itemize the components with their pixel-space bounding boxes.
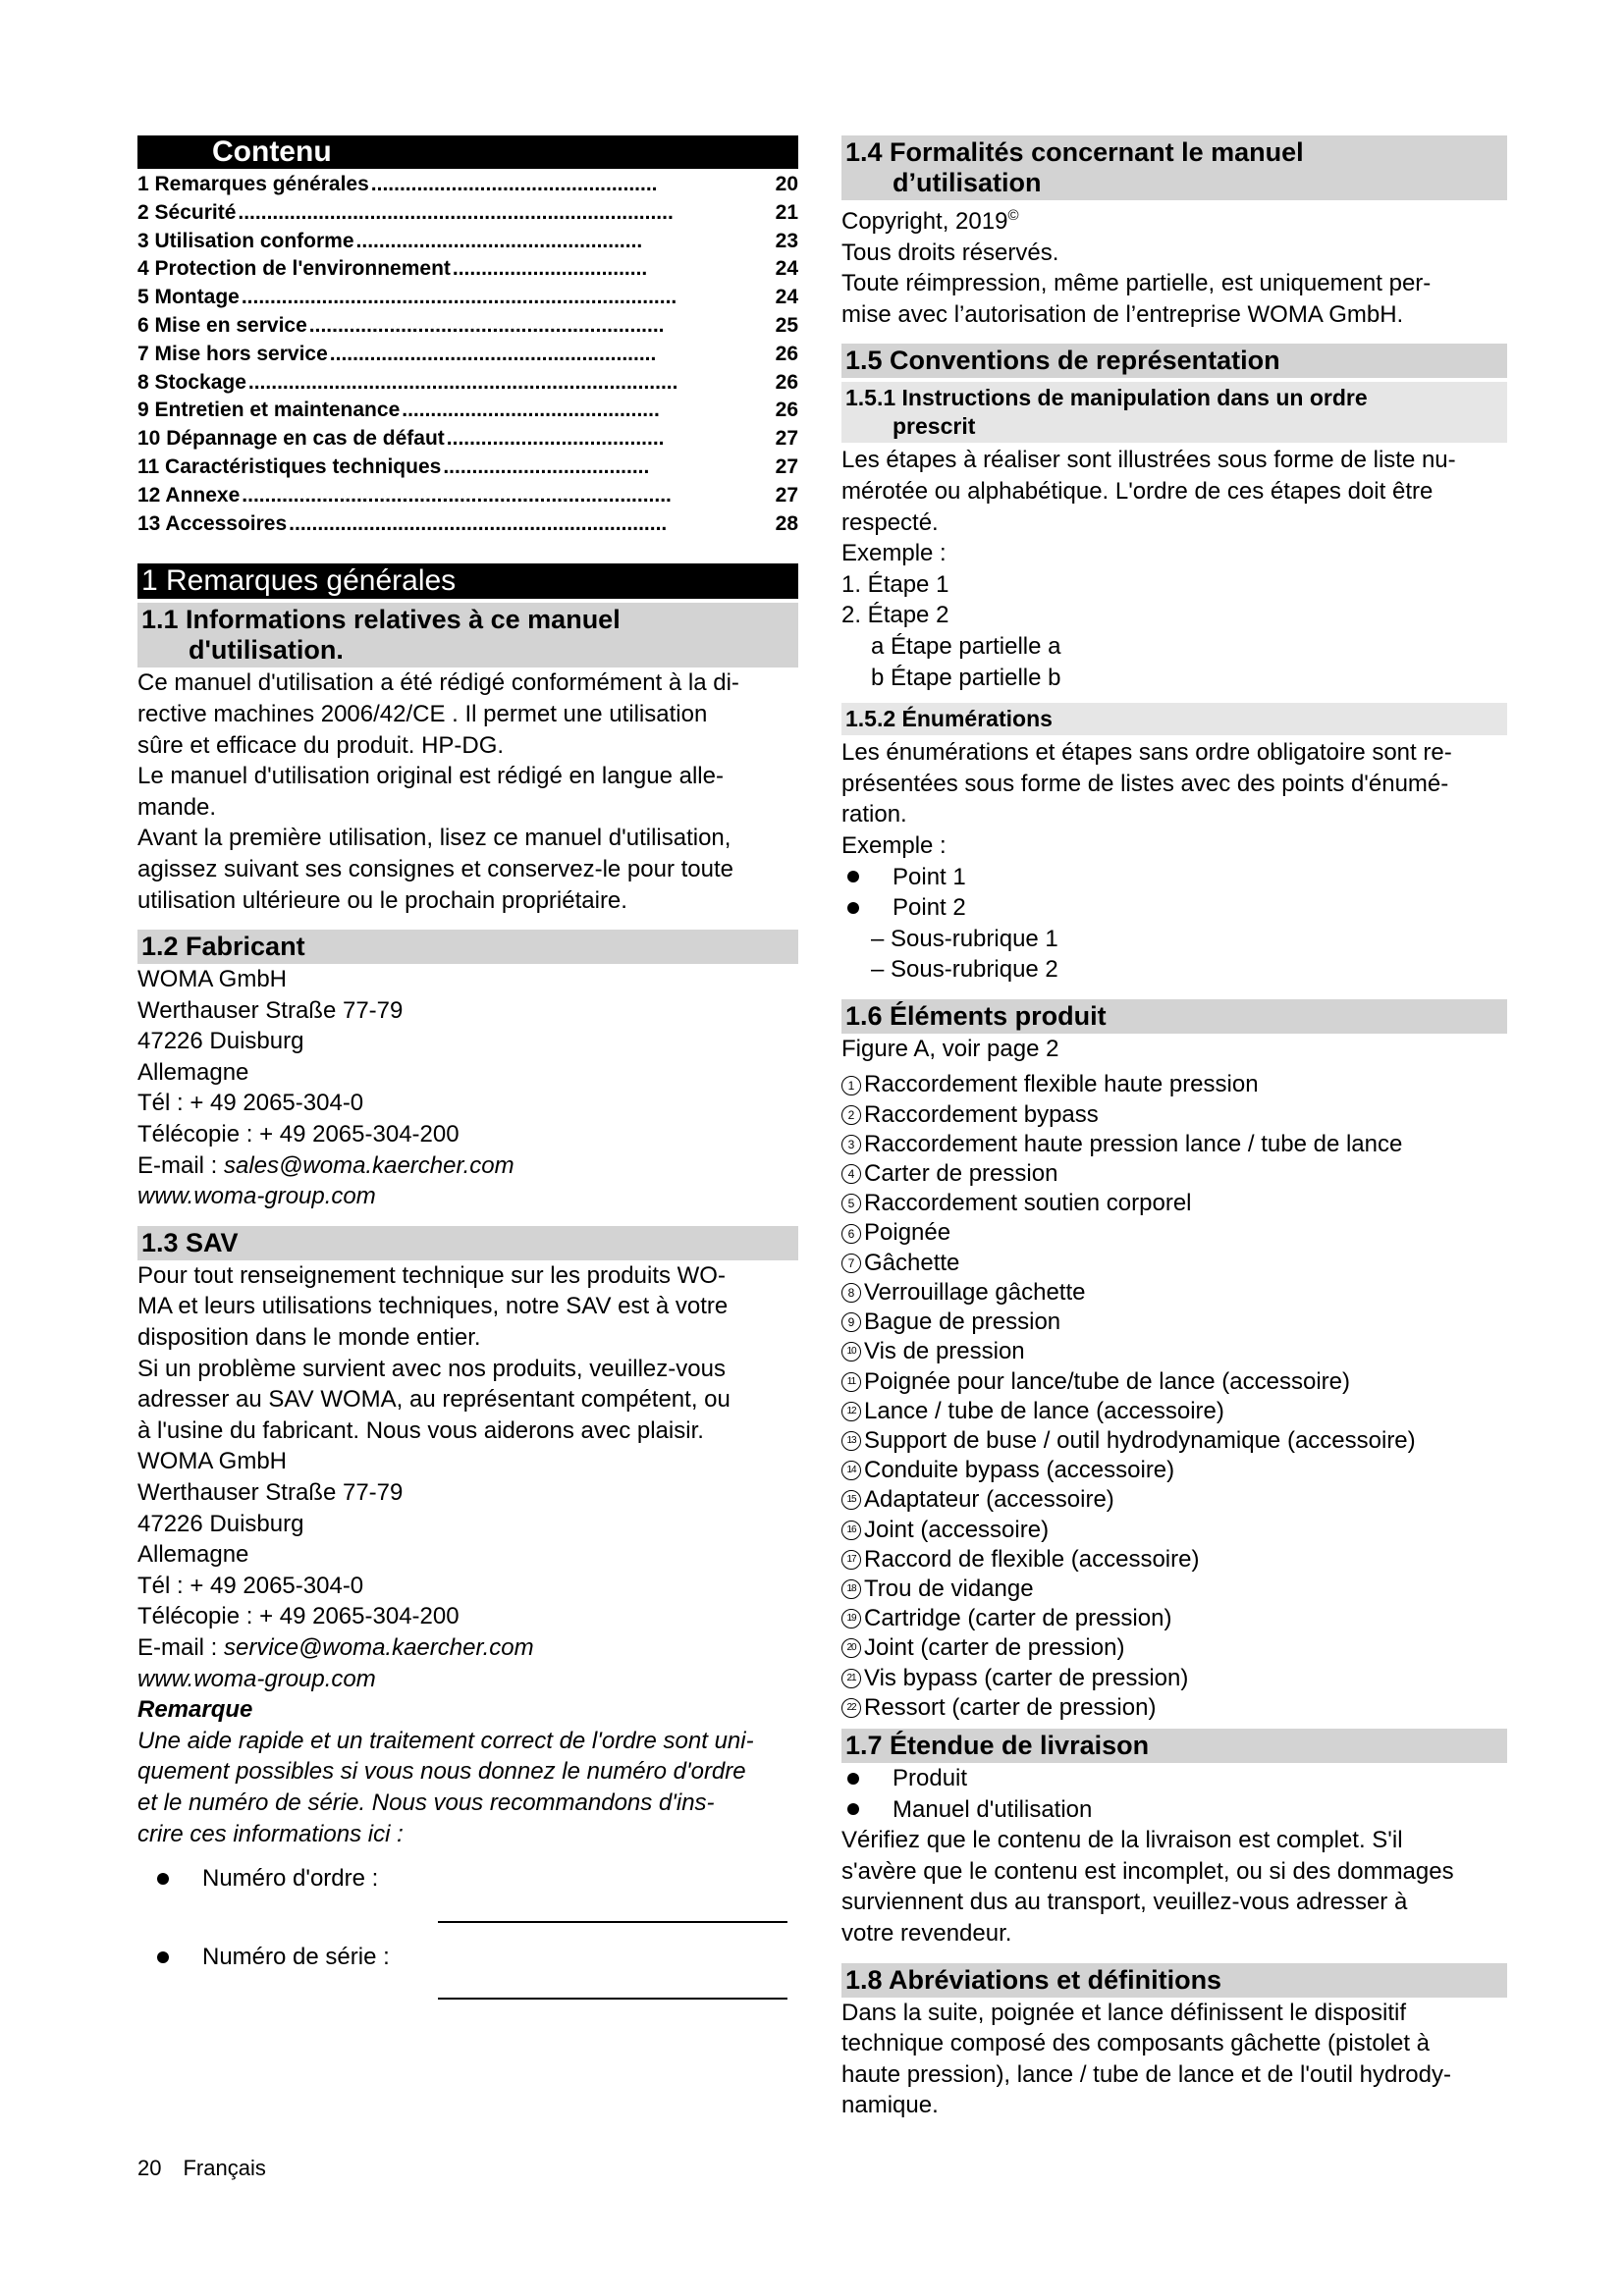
page-number: 20 [137,2156,162,2180]
list-item: 21 Vis bypass (carter de pression) [841,1664,1507,1693]
note-title: Remarque [137,1696,253,1724]
footer-language: Français [183,2156,266,2180]
list-item: Manuel d'utilisation [841,1794,1507,1826]
list-item: 7 Gâchette [841,1249,1507,1278]
list-item: 13 Support de buse / outil hydrodynamique (accessoire) [841,1426,1507,1456]
list-item: 14 Conduite bypass (accessoire) [841,1456,1507,1485]
section-1-5-heading: 1.5 Conventions de représentation [841,344,1507,378]
email-link[interactable]: sales@woma.kaercher.com [224,1151,514,1179]
number-circle-icon: 12 [841,1402,861,1421]
list-item: 2 Raccordement bypass [841,1100,1507,1130]
toc-item[interactable]: 10 Dépannage en cas de défaut ...................................... 27 [137,427,798,451]
number-circle-icon: 3 [841,1135,861,1154]
list-item: 15 Adaptateur (accessoire) [841,1485,1507,1515]
toc-item[interactable]: 5 Montage ............................................................................ 24 [137,286,798,309]
product-elements-list [841,1070,1507,1722]
toc-list [137,171,798,538]
list-item: 12 Lance / tube de lance (accessoire) [841,1397,1507,1426]
toc-item[interactable]: 9 Entretien et maintenance ............................................. 26 [137,399,798,422]
number-circle-icon: 19 [841,1609,861,1629]
section-1-4-heading: 1.4 Formalités concernant le manuel d’utilisation [841,135,1507,200]
list-item: 1 Raccordement flexible haute pression [841,1070,1507,1099]
number-circle-icon: 6 [841,1224,861,1244]
section-1-8-body: Dans la suite, poignée et lance définissent le dispositif technique composé des composants gâchette (pistolet à haute pression), lance / tube de lance et de l'outil hydrody- namique. [841,1999,1451,2119]
number-circle-icon: 18 [841,1579,861,1599]
list-item: 18 Trou de vidange [841,1575,1507,1604]
email-link[interactable]: service@woma.kaercher.com [224,1633,534,1661]
section-1-8-heading: 1.8 Abréviations et définitions [841,1963,1507,1998]
list-item: Point 1 [841,862,1507,893]
number-circle-icon: 8 [841,1283,861,1303]
section-1-5-1-heading: 1.5.1 Instructions de manipulation dans un ordre prescrit [841,382,1507,443]
bullet-icon [157,1951,169,1963]
website-link[interactable]: www.woma-group.com [137,1665,376,1692]
toc-item[interactable]: 2 Sécurité ............................................................................ 21 [137,200,798,224]
section-1-7-body: Produit Manuel d'utilisation Vérifiez que le contenu de la livraison est complet. S'il s'avère que le contenu est incomplet, ou si des dommages surviennent dus au transport, veuillez-vous adresser à votre revendeur. [841,1763,1507,1949]
number-circle-icon: 1 [841,1076,861,1095]
section-1-4-body: Copyright, 2019© Tous droits réservés. Toute réimpression, même partielle, est uniquement per- mise avec l’autorisation de l’entreprise WOMA GmbH. [841,207,1432,328]
number-circle-icon: 4 [841,1164,861,1184]
section-1-2-heading: 1.2 Fabricant [137,930,798,964]
toc-title: Contenu [137,135,798,169]
number-circle-icon: 22 [841,1698,861,1718]
list-item: 17 Raccord de flexible (accessoire) [841,1545,1507,1575]
right-column [841,135,1507,2121]
figure-reference: Figure A, voir page 2 [841,1035,1059,1062]
number-circle-icon: 5 [841,1194,861,1213]
list-item: 10 Vis de pression [841,1337,1507,1366]
toc-item[interactable]: 7 Mise hors service ......................................................... 26 [137,342,798,365]
bullet-icon [847,1773,859,1785]
number-circle-icon: 11 [841,1372,861,1392]
manufacturer-address: WOMA GmbH Werthauser Straße 77-79 47226 Duisburg Allemagne Tél : + 49 2065-304-0 Télécopie : + 49 2065-304-200 E-mail : sales@woma.kaercher.com www.woma-group.com [137,964,798,1212]
list-item: 4 Carter de pression [841,1159,1507,1189]
toc-item[interactable]: 12 Annexe ........................................................................... 27 [137,483,798,507]
section-1-3-body: Pour tout renseignement technique sur les produits WO- MA et leurs utilisations techniques, notre SAV est à votre disposition dans le monde entier. Si un problème survient avec nos produits, veuillez-vous adresser au SAV WOMA, au représentant compétent, ou à l'usine du fabricant. Nous vous aiderons avec plaisir. WOMA GmbH Werthauser Straße 77-79 47226 Duisburg Allemagne Tél : + 49 2065-304-0 Télécopie : + 49 2065-304-200 E-mail : service@woma.kaercher.com www.woma-group.com Remarque Une aide rapide et un traitement correct de l'ordre sont uni- quement possibles si vous nous donnez le numéro d'ordre et le numéro de série. Nous vous recommandons d'ins- crire ces informations ici : Numéro d'ordre : Numéro de série : [137,1260,798,2020]
toc-item[interactable]: 8 Stockage ........................................................................... 26 [137,370,798,394]
copyright-icon: © [1007,207,1019,224]
number-circle-icon: 15 [841,1490,861,1510]
section-1-5-1-body: Les étapes à réaliser sont illustrées sous forme de liste nu- mérotée ou alphabétique. L'ordre de ces étapes doit être respecté. Exemple : 1. Étape 1 2. Étape 2 a Étape partielle a b Étape partielle b [841,445,1507,693]
bullet-icon [847,871,859,882]
list-item: 22 Ressort (carter de pression) [841,1693,1507,1723]
list-item: 5 Raccordement soutien corporel [841,1189,1507,1218]
list-item: 6 Poignée [841,1218,1507,1248]
list-item: 9 Bague de pression [841,1308,1507,1337]
list-item: 2. Étape 2 [841,602,949,629]
number-circle-icon: 21 [841,1669,861,1688]
list-item: Produit [841,1763,1507,1794]
toc-item[interactable]: 4 Protection de l'environnement .................................. 24 [137,257,798,281]
section-1-1-body: Ce manuel d'utilisation a été rédigé conformément à la di- rective machines 2006/42/CE . Il permet une utilisation sûre et efficace du produit. HP-DG. Le manuel d'utilisation original est rédigé en langue alle- mande. Avant la première utilisation, lisez ce manuel d'utilisation, agissez suivant ses consignes et conservez-le pour toute utilisation ultérieure ou le prochain propriétaire. [137,669,739,914]
toc-item[interactable]: 3 Utilisation conforme .................................................. 23 [137,229,798,252]
serial-number-field[interactable]: Numéro de série : [137,1942,798,2020]
list-item: 20 Joint (carter de pression) [841,1633,1507,1663]
list-item: a Étape partielle a [871,632,1061,660]
number-circle-icon: 17 [841,1550,861,1570]
bullet-icon [847,902,859,914]
section-1-7-heading: 1.7 Étendue de livraison [841,1729,1507,1763]
website-link[interactable]: www.woma-group.com [137,1183,376,1210]
list-item: 1. Étape 1 [841,570,949,598]
bullet-icon [157,1873,169,1885]
list-item: 19 Cartridge (carter de pression) [841,1604,1507,1633]
list-item: Point 2 [841,892,1507,924]
number-circle-icon: 16 [841,1521,861,1540]
number-circle-icon: 13 [841,1431,861,1451]
toc-item[interactable]: 11 Caractéristiques techniques .................................... 27 [137,454,798,478]
list-item: b Étape partielle b [871,664,1061,691]
page-footer [137,2156,288,2181]
section-1-3-heading: 1.3 SAV [137,1226,798,1260]
number-circle-icon: 2 [841,1105,861,1125]
toc-item[interactable]: 1 Remarques générales .................................................. 20 [137,173,798,195]
list-item: 16 Joint (accessoire) [841,1516,1507,1545]
section-1-5-2-body: Les énumérations et étapes sans ordre obligatoire sont re- présentées sous forme de listes avec des points d'énumé- ration. Exemple : Point 1 Point 2 – Sous-rubrique 1 – Sous-rubrique 2 [841,737,1507,986]
number-circle-icon: 10 [841,1342,861,1362]
bullet-icon [847,1803,859,1815]
section-1-1-heading: 1.1 Informations relatives à ce manuel d'utilisation. [137,603,798,667]
number-circle-icon: 14 [841,1461,861,1480]
order-number-line [438,1921,787,1923]
number-circle-icon: 9 [841,1312,861,1332]
list-item: – Sous-rubrique 1 [871,925,1058,952]
serial-number-line [438,1998,787,2000]
section-1-6-heading: 1.6 Éléments produit [841,999,1507,1034]
list-item: 8 Verrouillage gâchette [841,1278,1507,1308]
list-item: – Sous-rubrique 2 [871,956,1058,984]
left-column [137,135,798,2020]
toc-item[interactable]: 13 Accessoires .................................................................. 28 [137,511,798,535]
number-circle-icon: 7 [841,1254,861,1273]
order-number-field[interactable]: Numéro d'ordre : [137,1863,798,1942]
section-1-heading: 1 Remarques générales [137,563,798,599]
number-circle-icon: 20 [841,1638,861,1658]
list-item: 11 Poignée pour lance/tube de lance (accessoire) [841,1367,1507,1397]
list-item: 3 Raccordement haute pression lance / tube de lance [841,1130,1507,1159]
toc-item[interactable]: 6 Mise en service .............................................................. 25 [137,313,798,337]
section-1-5-2-heading: 1.5.2 Énumérations [841,703,1507,735]
